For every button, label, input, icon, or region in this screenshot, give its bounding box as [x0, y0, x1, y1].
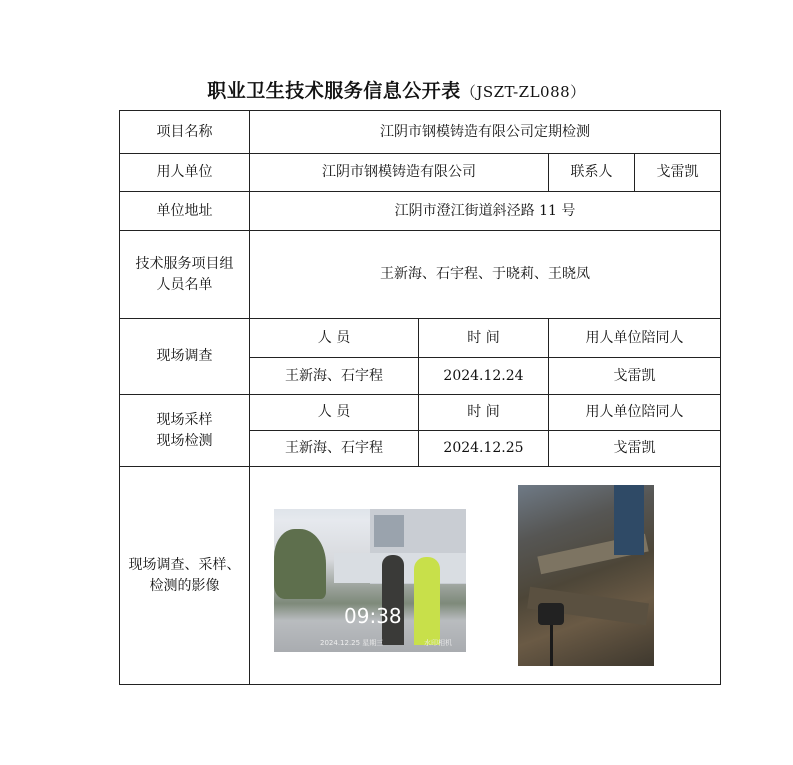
sampling-escort: 戈雷凯 [549, 431, 721, 467]
row-team [120, 231, 721, 319]
sampling-label-line2: 现场检测 [156, 432, 213, 449]
sampling-header-personnel: 人 员 [250, 395, 419, 431]
row-employer [120, 154, 721, 192]
survey-header-escort: 用人单位陪同人 [549, 319, 721, 358]
survey-label: 现场调查 [120, 319, 250, 395]
sampling-time: 2024.12.25 [419, 431, 549, 467]
employer-value: 江阴市钢模铸造有限公司 [250, 154, 549, 192]
employer-label: 用人单位 [120, 154, 250, 192]
person-vest-shape [414, 557, 440, 645]
photo-date-stamp: 2024.12.25 星期三 [320, 638, 384, 647]
contact-label: 联系人 [549, 154, 635, 192]
team-value: 王新海、石宇程、于晓莉、王晓凤 [250, 231, 721, 319]
survey-personnel: 王新海、石宇程 [250, 358, 419, 395]
worker-shape [614, 485, 644, 555]
page-title [0, 76, 793, 103]
images-cell [250, 467, 721, 685]
team-label-line1: 技术服务项目组 [135, 255, 234, 272]
images-label-line2: 检测的影像 [149, 577, 220, 594]
team-label [120, 231, 250, 319]
info-table [119, 110, 721, 685]
tree-shape [274, 529, 326, 599]
window-shape [374, 515, 404, 547]
photo-watermark: 水印相机 [424, 638, 452, 647]
row-sampling-header [120, 395, 721, 431]
tripod-shape [550, 625, 553, 666]
images-label-line1: 现场调查、采样、 [128, 556, 241, 573]
survey-header-personnel: 人 员 [250, 319, 419, 358]
form-code: （JSZT-ZL088） [460, 83, 586, 101]
sampling-header-time: 时 间 [419, 395, 549, 431]
site-photo-sampling [518, 485, 654, 666]
contact-value: 戈雷凯 [635, 154, 721, 192]
survey-header-time: 时 间 [419, 319, 549, 358]
address-value: 江阴市澄江街道斜泾路 11 号 [250, 192, 721, 231]
row-images [120, 467, 721, 685]
person-shape [382, 555, 404, 645]
survey-time: 2024.12.24 [419, 358, 549, 395]
sampling-label-line1: 现场采样 [156, 411, 213, 428]
sampling-personnel: 王新海、石宇程 [250, 431, 419, 467]
row-survey-header [120, 319, 721, 358]
images-label [120, 467, 250, 685]
survey-escort: 戈雷凯 [549, 358, 721, 395]
site-photo-survey [274, 509, 466, 652]
project-name-value: 江阴市钢模铸造有限公司定期检测 [250, 111, 721, 154]
sampling-header-escort: 用人单位陪同人 [549, 395, 721, 431]
project-name-label: 项目名称 [120, 111, 250, 154]
address-label: 单位地址 [120, 192, 250, 231]
sampling-label [120, 395, 250, 467]
photo-timestamp: 09:38 [344, 603, 402, 628]
photo-area [250, 468, 720, 684]
row-address [120, 192, 721, 231]
sampling-device-shape [538, 603, 564, 625]
team-label-line2: 人员名单 [156, 276, 213, 293]
title-text: 职业卫生技术服务信息公开表 [207, 80, 461, 102]
row-project-name [120, 111, 721, 154]
